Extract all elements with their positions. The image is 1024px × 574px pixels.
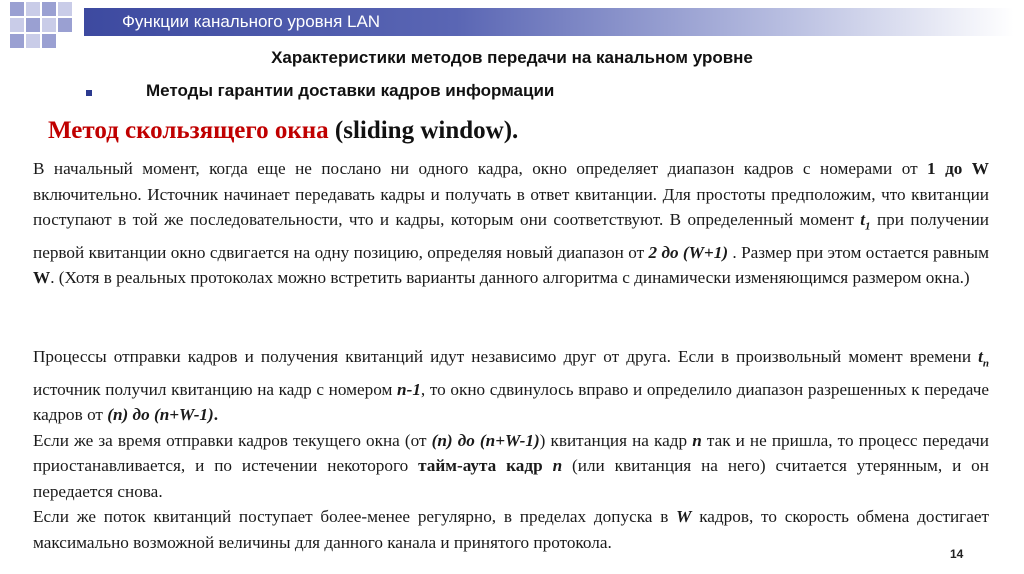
text-run: . (Хотя в реальных протоколах можно встретить варианты данного алгоритма с динамически изменяющимся размером окна.) — [50, 268, 970, 288]
paragraph-text — [33, 504, 989, 555]
text-run: ) квитанция на кадр — [539, 430, 693, 450]
text-run: 1 — [865, 220, 871, 233]
bullet-square-icon — [86, 90, 92, 96]
header-title: Функции канального уровня LAN — [122, 12, 381, 31]
text-run: В начальный момент, когда еще не послано ни одного кадра, окно определяет диапазон кадров с номерами от — [33, 159, 928, 178]
decor-square — [10, 34, 24, 48]
paragraph-text — [33, 156, 989, 291]
method-title — [48, 117, 518, 145]
text-run: включительно. Источник начинает передавать кадры и получать в ответ квитанции. Для простоты предположим, что квитанции поступают в той же последовательности, что и кадры, которым они соответствуют. В определенный момент — [33, 184, 989, 229]
bullet-text: Методы гарантии доставки кадров информации — [146, 81, 555, 100]
text-run: тайм-аута кадр — [418, 456, 553, 476]
decor-square — [26, 2, 40, 16]
text-run: . — [213, 405, 219, 425]
text-run: при получении первой квитанции окно сдвигается на одну позицию, определяя новый диапазон от — [33, 210, 989, 262]
text-run: n — [692, 430, 702, 450]
text-run: . Размер при этом остается равным — [728, 242, 989, 262]
paragraph-2 — [33, 344, 989, 555]
text-run: , то окно сдвинулось вправо и определило диапазон разрешенных к передаче кадров от — [33, 379, 989, 425]
text-run: 1 до W — [927, 159, 989, 178]
text-run: n-1 — [397, 379, 421, 399]
text-run: t — [978, 347, 983, 366]
text-run: W — [33, 268, 51, 288]
decor-square — [26, 18, 40, 32]
decor-square — [58, 2, 72, 16]
text-run: t — [860, 210, 866, 229]
page-number: 14 — [950, 547, 964, 561]
decor-square — [26, 34, 40, 48]
paragraph-text — [33, 344, 989, 428]
text-run: Если же поток квитанций поступает более-менее регулярно, в пределах допуска в — [33, 507, 677, 527]
method-title-main: Метод скользящего окна — [48, 117, 329, 144]
decor-square — [42, 2, 56, 16]
text-run: Процессы отправки кадров и получения квитанций идут независимо друг от друга. Если в произвольный момент времени — [33, 347, 979, 366]
decor-square — [10, 18, 24, 32]
decor-square — [42, 34, 56, 48]
text-run: (или квитанция на него) считается утерянным, и он передается снова. — [33, 456, 989, 501]
paragraph-1 — [33, 156, 989, 291]
text-run: W — [676, 507, 692, 527]
text-run: (n) до (n+W-1) — [107, 405, 214, 425]
text-run: 2 до (W+1) — [648, 242, 729, 262]
text-run: n — [982, 357, 989, 370]
paragraph-text — [33, 428, 989, 505]
text-run: так и не пришла, то процесс передачи приостанавливается, и по истечении некоторого — [33, 430, 989, 476]
text-run: источник получил квитанцию на кадр с номером — [33, 379, 398, 399]
slide-subtitle: Характеристики методов передачи на канальном уровне — [271, 48, 753, 67]
decor-square — [58, 18, 72, 32]
text-run: Если же за время отправки кадров текущего окна (от — [33, 430, 432, 450]
method-title-suffix: (sliding window). — [328, 117, 519, 144]
decor-square — [10, 2, 24, 16]
text-run: n — [552, 456, 563, 476]
text-run: кадров, то скорость обмена достигает максимально возможной величины для данного канала и принятого протокола. — [33, 507, 989, 552]
decor-square — [42, 18, 56, 32]
text-run: (n) до (n+W-1) — [431, 430, 540, 450]
